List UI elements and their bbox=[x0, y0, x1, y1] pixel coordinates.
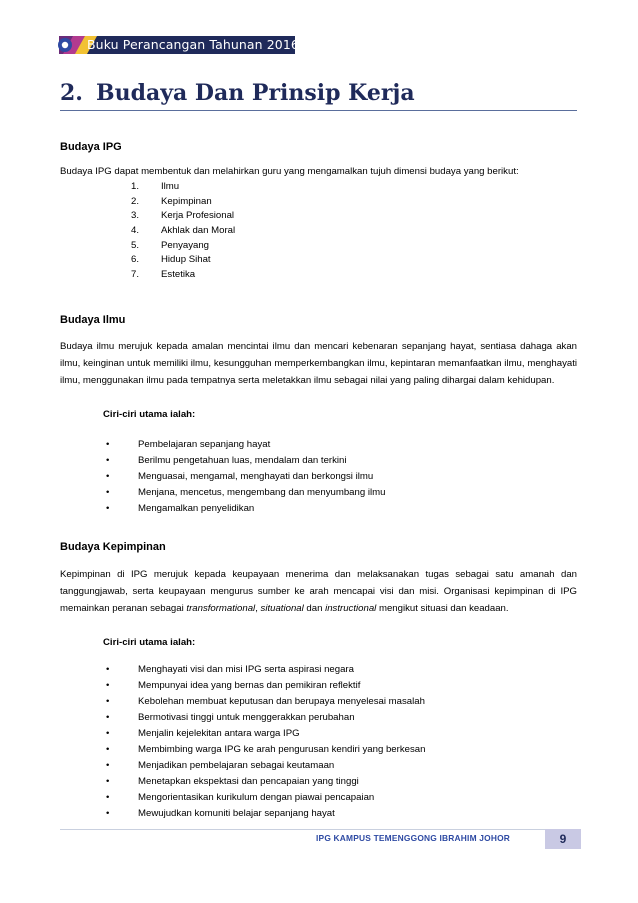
header-banner bbox=[55, 34, 299, 56]
list-item: • Menjadikan pembelajaran sebagai keutamaan bbox=[103, 758, 425, 774]
list-item: 4. Akhlak dan Moral bbox=[130, 225, 236, 237]
kepimpinan-bullet-list bbox=[103, 662, 425, 822]
paragraph-budaya-ipg: Budaya IPG dapat membentuk dan melahirkan guru yang mengamalkan tujuh dimensi budaya yang berikut: bbox=[60, 166, 519, 177]
page-title bbox=[60, 80, 415, 106]
paragraph-budaya-ilmu: Budaya ilmu merujuk kepada amalan mencintai ilmu dan mencari kebenaran sepanjang hayat, sentiasa dahaga akan ilmu, keinginan untuk memiliki ilmu, kesungguhan memperkembangkan ilmu, kepintaran memanfaatkan ilmu, menghayati ilmu, menggunakan ilmu pada tempatnya serta meletakkan ilmu sebagai nilai yang paling dihargai dalam kehidupan. bbox=[60, 341, 577, 386]
list-item: 3. Kerja Profesional bbox=[130, 210, 235, 222]
footer-divider bbox=[60, 829, 577, 830]
list-item: 1. Ilmu bbox=[130, 181, 180, 192]
list-item: • Menjalin kejelekitan antara warga IPG bbox=[103, 726, 425, 742]
ciri-heading-kepimpinan: Ciri-ciri utama ialah: bbox=[103, 637, 196, 648]
list-item: • Menetapkan ekspektasi dan pencapaian yang tinggi bbox=[103, 774, 425, 790]
paragraph-budaya-kepimpinan: Kepimpinan di IPG merujuk kepada keupayaan menerima dan melaksanakan tugas sebagai satu amanah dan tanggungjawab, serta keupayaan mengurus sumber ke arah mencapai visi dan misi. Organisasi kepimpinan di IPG memainkan peranan sebagai transformational, situational dan instructional mengikut situasi dan keadaan. bbox=[60, 569, 577, 614]
list-item: • Mengamalkan penyelidikan bbox=[103, 501, 385, 517]
list-item: • Membimbing warga IPG ke arah pengurusan kendiri yang berkesan bbox=[103, 742, 425, 758]
heading-budaya-ipg: Budaya IPG bbox=[60, 141, 122, 153]
list-item: 7. Estetika bbox=[130, 269, 196, 281]
heading-budaya-kepimpinan: Budaya Kepimpinan bbox=[60, 541, 166, 553]
page-number: 9 bbox=[545, 829, 581, 849]
section-title-text: Budaya Dan Prinsip Kerja bbox=[96, 80, 415, 106]
list-item: • Mempunyai idea yang bernas dan pemikiran reflektif bbox=[103, 678, 425, 694]
list-item: 5. Penyayang bbox=[130, 239, 210, 251]
list-item: • Kebolehan membuat keputusan dan berupaya menyelesai masalah bbox=[103, 694, 425, 710]
list-item: • Menghayati visi dan misi IPG serta aspirasi negara bbox=[103, 662, 425, 678]
list-item: • Menjana, mencetus, mengembang dan menyumbang ilmu bbox=[103, 485, 385, 501]
list-item: • Berilmu pengetahuan luas, mendalam dan terkini bbox=[103, 453, 385, 469]
header-title: Buku Perancangan Tahunan 2016 bbox=[87, 37, 299, 52]
list-item: • Menguasai, mengamal, menghayati dan berkongsi ilmu bbox=[103, 469, 385, 485]
list-item: • Bermotivasi tinggi untuk menggerakkan perubahan bbox=[103, 710, 425, 726]
budaya-ipg-list bbox=[60, 180, 235, 283]
ilmu-bullet-list bbox=[103, 437, 385, 517]
list-item: • Mengorientasikan kurikulum dengan piawai pencapaian bbox=[103, 790, 425, 806]
section-number: 2. bbox=[60, 80, 83, 106]
list-item: • Mewujudkan komuniti belajar sepanjang hayat bbox=[103, 806, 425, 822]
list-item: 2. Kepimpinan bbox=[130, 195, 212, 207]
footer-institution: IPG KAMPUS TEMENGGONG IBRAHIM JOHOR bbox=[316, 833, 511, 843]
term-instructional: instructional bbox=[325, 603, 377, 614]
list-item: 6. Hidup Sihat bbox=[130, 254, 211, 266]
term-situational: situational bbox=[260, 603, 304, 614]
list-item: • Pembelajaran sepanjang hayat bbox=[103, 437, 385, 453]
term-transformational: transformational bbox=[186, 603, 256, 614]
ciri-heading-ilmu: Ciri-ciri utama ialah: bbox=[103, 409, 196, 420]
heading-budaya-ilmu: Budaya Ilmu bbox=[60, 314, 126, 326]
title-divider bbox=[60, 110, 577, 111]
